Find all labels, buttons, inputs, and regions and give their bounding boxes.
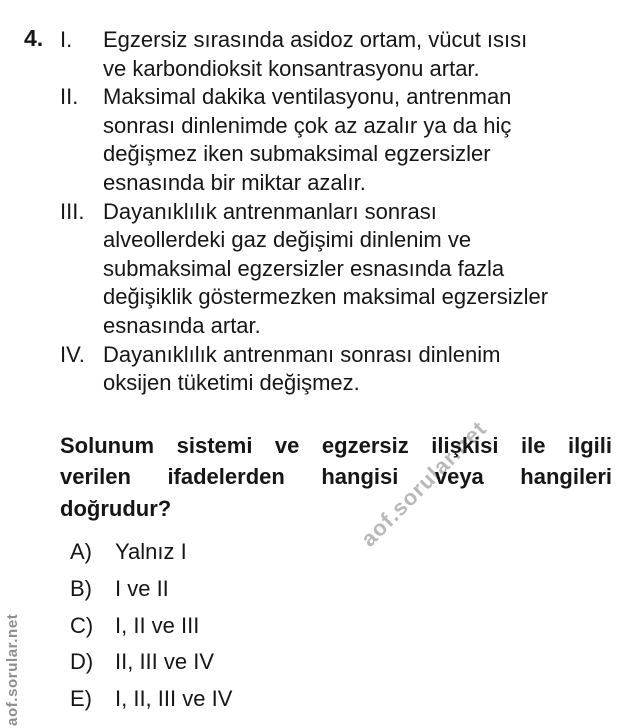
statement-item-3 [60,198,616,341]
option-letter: E) [70,685,92,711]
option-a[interactable] [70,538,616,566]
stem-line: doğrudur? [60,496,172,522]
option-text: I, II ve III [115,612,200,638]
text-line: değişiklik göstermezken maksimal egzersizler [103,284,549,310]
watermark-diagonal: aof.sorular.net [355,415,492,552]
option-text: I ve II [115,575,169,601]
option-letter: B) [70,575,92,601]
statement-numeral: II. [60,84,79,110]
statement-text [103,83,511,197]
text-line: Egzersiz sırasında asidoz ortam, vücut ısısı [103,27,528,52]
answer-options [70,538,616,712]
statement-text [103,26,527,83]
text-line: Dayanıklılık antrenmanları sonrası [103,198,437,224]
statement-numeral: III. [60,198,85,224]
text-line: oksijen tüketimi değişmez. [103,370,360,396]
option-letter: A) [70,539,92,565]
question-stem [60,430,612,525]
text-line: esnasında artar. [103,312,261,338]
statement-item-2 [60,83,616,197]
option-d[interactable] [70,648,616,676]
option-text: I, II, III ve IV [115,685,233,711]
statement-text [103,198,548,341]
stem-line: Solunum sistemi ve egzersiz ilişkisi ile ilgili [60,432,612,458]
option-c[interactable] [70,612,616,640]
statement-text [103,341,500,398]
statement-item-1 [60,26,616,83]
text-line: Maksimal dakika ventilasyonu, antrenman [103,84,512,110]
watermark-side: aof.sorular.net [4,613,21,726]
stem-line: verilen ifadelerden hangisi veya hangileri [60,464,612,490]
option-text: II, III ve IV [115,649,215,675]
text-line: submaksimal egzersizler esnasında fazla [103,255,505,281]
text-line: ve karbondioksit konsantrasyonu artar. [103,55,480,81]
text-line: Dayanıklılık antrenmanı sonrası dinlenim [103,341,501,367]
option-letter: D) [70,649,94,675]
text-line: esnasında bir miktar azalır. [103,169,366,195]
statement-numeral: I. [60,27,73,52]
text-line: alveollerdeki gaz değişimi dinlenim ve [103,227,472,253]
question-number: 4. [24,25,44,51]
text-line: değişmez iken submaksimal egzersizler [103,141,491,167]
statement-item-4 [60,341,616,398]
option-e[interactable] [70,685,616,713]
text-line: sonrası dinlenimde çok az azalır ya da hiç [103,112,512,138]
option-text: Yalnız I [115,539,187,565]
option-letter: C) [70,612,94,638]
option-b[interactable] [70,575,616,603]
question-body [60,26,616,721]
statement-numeral: IV. [60,341,85,367]
